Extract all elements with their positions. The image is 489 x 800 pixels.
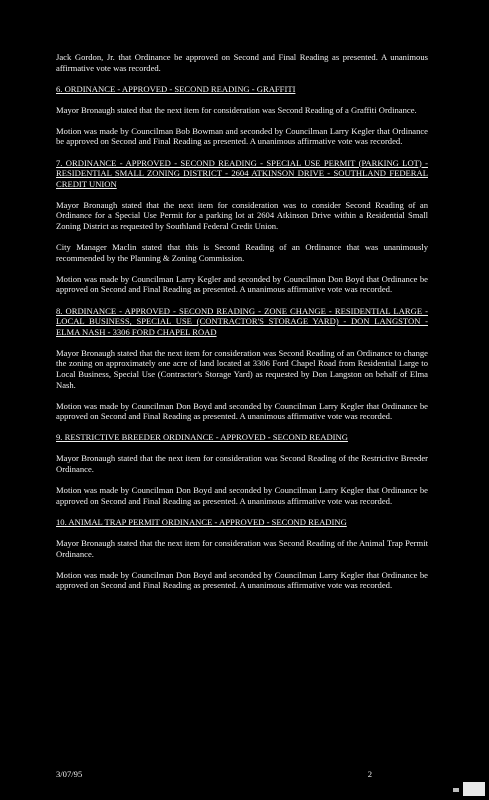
paragraph-16: Mayor Bronaugh stated that the next item for consideration was Second Reading of the Animal Trap Permit Ordinance. (56, 537, 428, 559)
section-heading-9: 9. RESTRICTIVE BREEDER ORDINANCE - APPROVED - SECOND READING (56, 432, 348, 443)
paragraph-6: Mayor Bronaugh stated that the next item for consideration was to consider Second Reading of an Ordinance for a Special Use Permit for a parking lot at 2604 Atkinson Drive within a Residential Small Zoning District as requested by Southland Federal Credit Union. (56, 199, 428, 232)
paragraph-14: Motion was made by Councilman Don Boyd and seconded by Councilman Larry Kegler that Ordinance be approved on Second and Final Reading as presented. A unanimous affirmative vote was recorded. (56, 485, 428, 506)
paragraph-13: Mayor Bronaugh stated that the next item for consideration was Second Reading of the Restrictive Breeder Ordinance. (56, 453, 428, 475)
document-body (56, 52, 428, 601)
scan-artifact-corner (463, 782, 485, 796)
paragraph-7: City Manager Maclin stated that this is Second Reading of an Ordinance that was unanimously recommended by the Planning & Zoning Commission. (56, 242, 428, 263)
paragraph-8: Motion was made by Councilman Larry Kegler and seconded by Councilman Don Boyd that Ordinance be approved on Second and Final Reading as presented. A unanimous affirmative vote was recorded. (56, 273, 428, 295)
page-number: 2 (367, 769, 372, 779)
section-heading-10: 10. ANIMAL TRAP PERMIT ORDINANCE - APPROVED - SECOND READING (56, 516, 347, 527)
paragraph-10: Mayor Bronaugh stated that the next item for consideration was Second Reading of an Ordinance to change the zoning on approximately one acre of land located at 3306 Ford Chapel Road from Residential Large to Local Business, Special Use (Contractor's Storage Yard) as requested by Don Langston on behalf of Elma Nash. (56, 347, 428, 390)
paragraph-17: Motion was made by Councilman Don Boyd and seconded by Councilman Larry Kegler that Ordinance be approved on Second and Final Reading as presented. A unanimous affirmative vote was recorded. (56, 569, 428, 591)
paragraph-11: Motion was made by Councilman Don Boyd and seconded by Councilman Larry Kegler that Ordinance be approved on Second and Final Reading as presented. A unanimous affirmative vote was recorded. (56, 400, 428, 422)
footer-date: 3/07/95 (56, 769, 83, 779)
paragraph-4: Motion was made by Councilman Bob Bowman and seconded by Councilman Larry Kegler that Ordinance be approved on Second and Final Reading as presented. A unanimous affirmative vote was recorded. (56, 125, 428, 147)
section-heading-7: 7. ORDINANCE - APPROVED - SECOND READING - SPECIAL USE PERMIT (PARKING LOT) - RESIDENTIAL SMALL ZONING DISTRICT - 2604 ATKINSON DRIVE - SOUTHLAND FEDERAL CREDIT UNION (56, 157, 428, 189)
paragraph-1: Jack Gordon, Jr. that Ordinance be approved on Second and Final Reading as presented. A unanimous affirmative vote was recorded. (56, 52, 428, 73)
section-heading-8: 8. ORDINANCE - APPROVED - SECOND READING - ZONE CHANGE - RESIDENTIAL LARGE - LOCAL BUSINESS, SPECIAL USE (CONTRACTOR'S STORAGE YARD) - DON LANGSTON - ELMA NASH - 3306 FORD CHAPEL ROAD (56, 305, 428, 337)
section-heading-6: 6. ORDINANCE - APPROVED - SECOND READING - GRAFFITI (56, 83, 296, 94)
paragraph-3: Mayor Bronaugh stated that the next item for consideration was Second Reading of a Graffiti Ordinance. (56, 104, 417, 115)
scan-artifact-mark (453, 788, 459, 792)
